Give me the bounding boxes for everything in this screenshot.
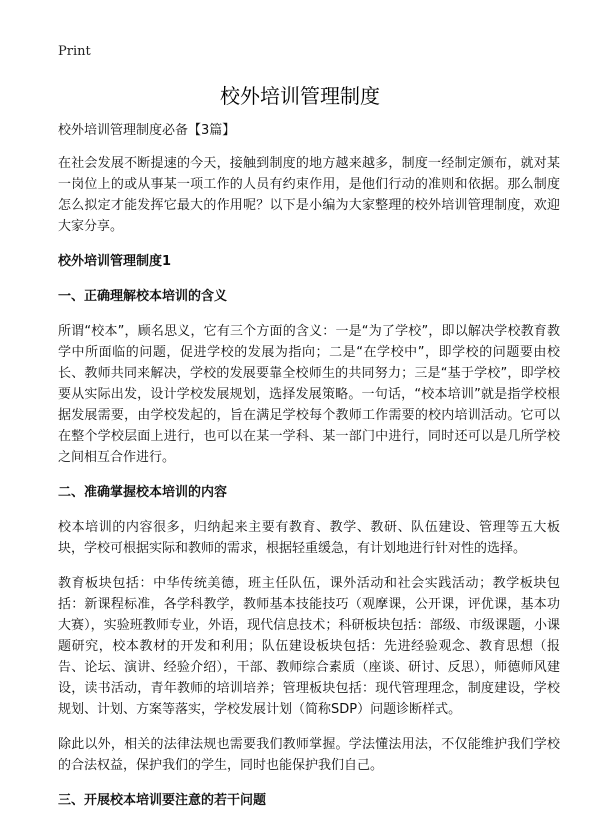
subheading-2: 二、准确掌握校本培训的内容 <box>58 485 228 500</box>
subheading-3: 三、开展校本培训要注意的若干问题 <box>58 793 267 808</box>
paragraph-2: 校本培训的内容很多，归纳起来主要有教育、教学、教研、队伍建设、管理等五大板块，学校可根据实际和教师的需求，根据轻重缓急，有计划地进行针对性的选择。 <box>58 520 560 556</box>
document-body <box>58 120 560 825</box>
page-title: 校外培训管理制度 <box>220 84 380 108</box>
document-subtitle: 校外培训管理制度必备【3篇】 <box>58 123 236 138</box>
section-heading: 校外培训管理制度1 <box>58 254 172 269</box>
subheading-1: 一、正确理解校本培训的含义 <box>58 289 228 304</box>
intro-paragraph: 在社会发展不断提速的今天，接触到制度的地方越来越多，制度一经制定颁布，就对某一岗位上的或从事某一项工作的人员有约束作用，是他们行动的准则和依据。那么制度怎么拟定才能发挥它最大的作用呢？以下是小编为大家整理的校外培训管理制度，欢迎大家分享。 <box>58 156 560 234</box>
paragraph-1: 所谓“校本”，顾名思义，它有三个方面的含义：一是“为了学校”，即以解决学校教育教学中所面临的问题，促进学校的发展为指向；二是“在学校中”，即学校的问题要由校长、教师共同来解决，学校的发展要靠全校师生的共同努力；三是“基于学校”，即学校要从实际出发，设计学校发展规划，选择发展策略。一句话，“校本培训”就是指学校根据发展需要，由学校发起的，旨在满足学校每个教师工作需要的校内培训活动。它可以在整个学校层面上进行，也可以在某一学科、某一部门中进行，同时还可以是几所学校之间相互合作进行。 <box>58 324 560 465</box>
paragraph-4: 除此以外，相关的法律法规也需要我们教师掌握。学法懂法用法，不仅能维护我们学校的合法权益，保护我们的学生，同时也能保护我们自己。 <box>58 737 560 773</box>
print-link[interactable]: Print <box>58 44 91 59</box>
paragraph-3: 教育板块包括：中华传统美德，班主任队伍，课外活动和社会实践活动；教学板块包括：新课程标准，各学科教学，教师基本技能技巧（观摩课，公开课，评优课，基本功大赛），实验班教师专业，外语，现代信息技术；科研板块包括：部级、市级课题，小课题研究，校本教材的开发和利用；队伍建设板块包括：先进经验观念、教育思想（报告、论坛、演讲、经验介绍），干部、教师综合素质（座谈、研讨、反思），师德师风建设，读书活动，青年教师的培训培养；管理板块包括：现代管理理念，制度建设，学校规划、计划、方案等落实，学校发展计划（简称SDP）问题诊断样式。 <box>58 576 560 717</box>
